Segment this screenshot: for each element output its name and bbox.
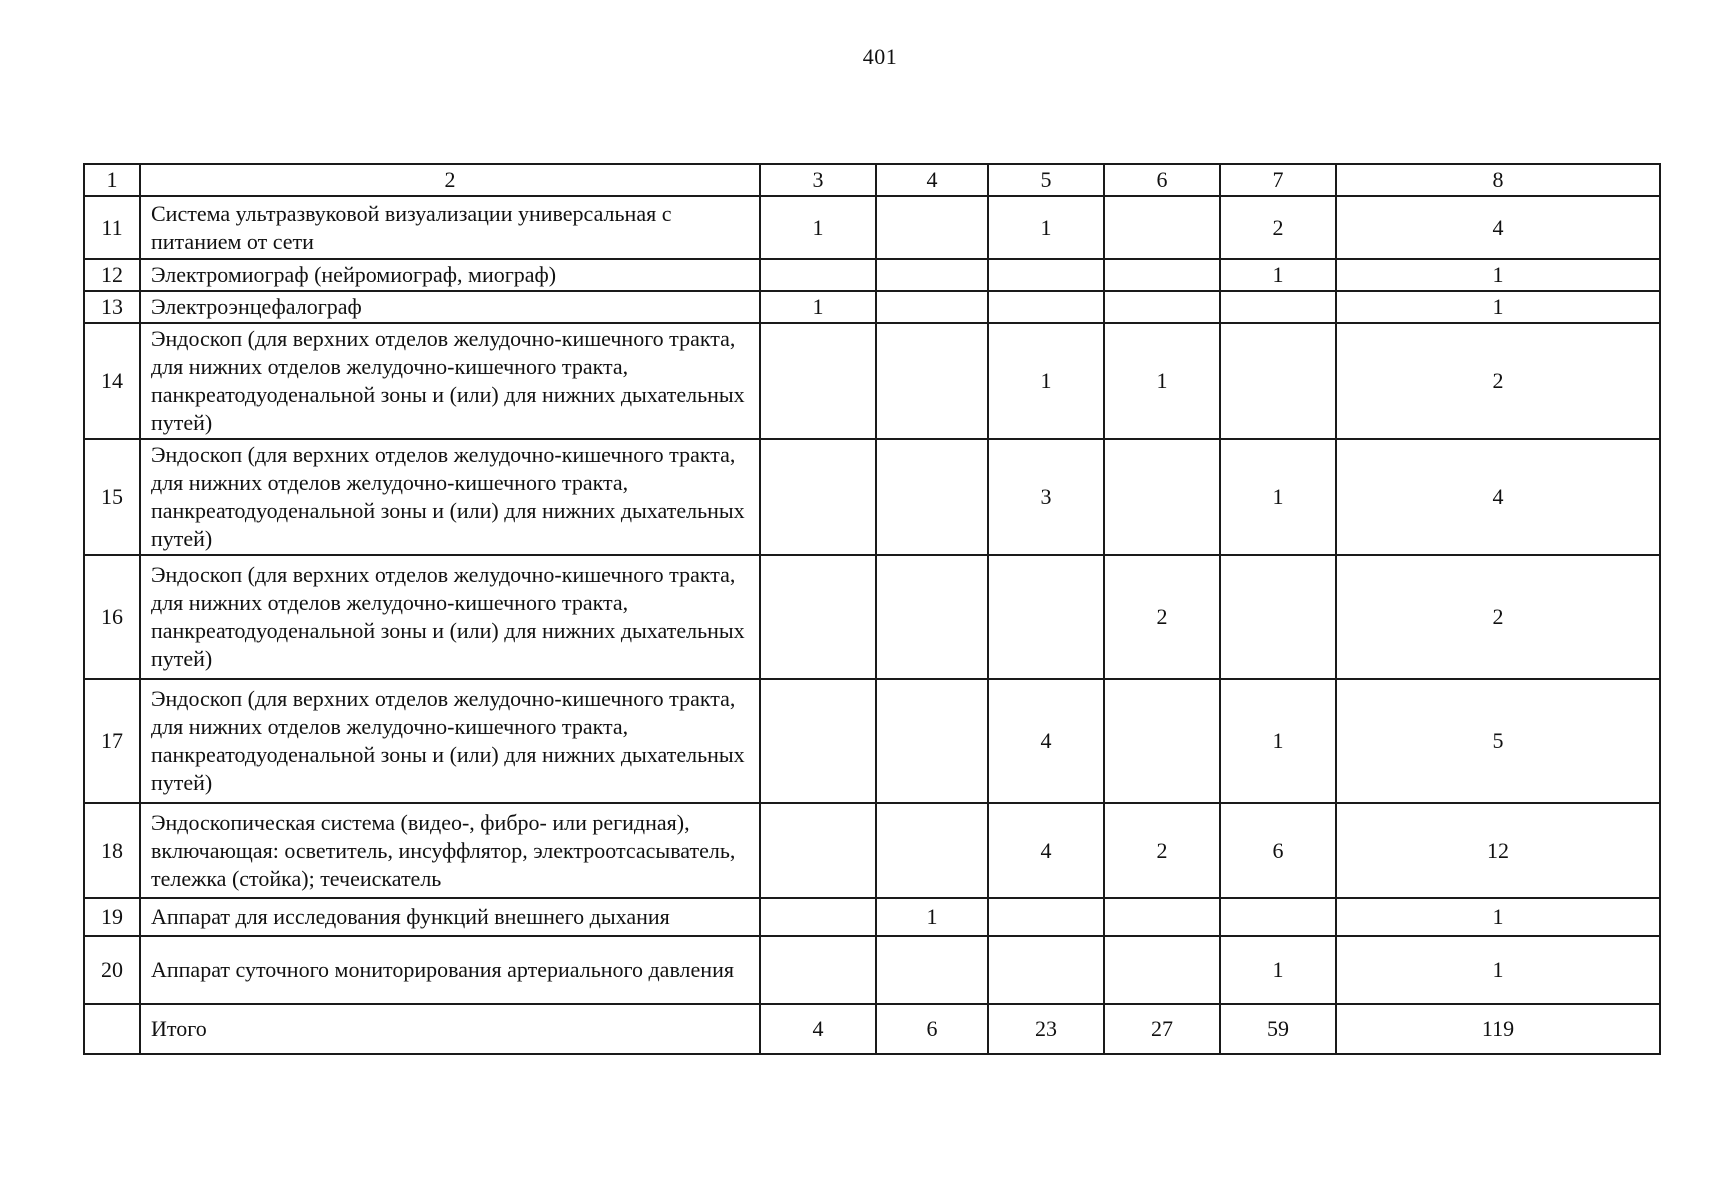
total-label: Итого: [140, 1004, 760, 1054]
cell-col-7: [1220, 323, 1336, 439]
header-col-4: 4: [876, 164, 988, 196]
table-row: [84, 439, 1660, 555]
total-col-6: 27: [1104, 1004, 1220, 1054]
total-col-4: 6: [876, 1004, 988, 1054]
equipment-name: Аппарат для исследования функций внешнего дыхания: [140, 898, 760, 936]
cell-col-4: [876, 555, 988, 679]
equipment-name: Электромиограф (нейромиограф, миограф): [140, 259, 760, 291]
cell-col-6: [1104, 679, 1220, 803]
header-col-6: 6: [1104, 164, 1220, 196]
cell-col-5: 4: [988, 679, 1104, 803]
row-number: 13: [84, 291, 140, 323]
header-col-2: 2: [140, 164, 760, 196]
row-number: 12: [84, 259, 140, 291]
cell-col-6: [1104, 196, 1220, 259]
cell-col-8: 12: [1336, 803, 1660, 898]
table-row: [84, 555, 1660, 679]
cell-col-4: [876, 439, 988, 555]
cell-col-3: [760, 555, 876, 679]
cell-col-7: 1: [1220, 936, 1336, 1004]
cell-col-6: [1104, 898, 1220, 936]
cell-col-6: [1104, 936, 1220, 1004]
equipment-name: Аппарат суточного мониторирования артериального давления: [140, 936, 760, 1004]
cell-col-4: [876, 679, 988, 803]
table-header-row: [84, 164, 1660, 196]
cell-col-7: 1: [1220, 439, 1336, 555]
table-row: [84, 259, 1660, 291]
row-number: 17: [84, 679, 140, 803]
row-number: 19: [84, 898, 140, 936]
cell-col-7: 1: [1220, 679, 1336, 803]
cell-col-3: [760, 679, 876, 803]
row-number: 20: [84, 936, 140, 1004]
equipment-name: Система ультразвуковой визуализации универсальная с питанием от сети: [140, 196, 760, 259]
row-number: 18: [84, 803, 140, 898]
cell-col-3: [760, 323, 876, 439]
table-row: [84, 936, 1660, 1004]
cell-col-4: [876, 259, 988, 291]
cell-col-4: [876, 936, 988, 1004]
total-col-3: 4: [760, 1004, 876, 1054]
cell-col-4: [876, 323, 988, 439]
cell-col-7: 6: [1220, 803, 1336, 898]
table-row: [84, 898, 1660, 936]
cell-col-8: 5: [1336, 679, 1660, 803]
table-row: [84, 196, 1660, 259]
table-body: [84, 164, 1660, 1054]
cell-col-8: 1: [1336, 259, 1660, 291]
cell-col-5: [988, 291, 1104, 323]
cell-col-8: 1: [1336, 936, 1660, 1004]
header-col-8: 8: [1336, 164, 1660, 196]
cell-col-3: [760, 936, 876, 1004]
row-number: 11: [84, 196, 140, 259]
cell-col-5: 1: [988, 196, 1104, 259]
cell-col-3: [760, 898, 876, 936]
cell-col-5: [988, 898, 1104, 936]
row-number: 16: [84, 555, 140, 679]
cell-col-8: 4: [1336, 196, 1660, 259]
cell-col-3: [760, 439, 876, 555]
cell-col-5: 4: [988, 803, 1104, 898]
cell-col-8: 2: [1336, 555, 1660, 679]
equipment-name: Эндоскоп (для верхних отделов желудочно-кишечного тракта, для нижних отделов желудочно-кишечного тракта, панкреатодуоденальной зоны и (или) для нижних дыхательных путей): [140, 555, 760, 679]
total-row-number: [84, 1004, 140, 1054]
cell-col-7: 2: [1220, 196, 1336, 259]
row-number: 15: [84, 439, 140, 555]
cell-col-7: 1: [1220, 259, 1336, 291]
total-col-8: 119: [1336, 1004, 1660, 1054]
header-col-5: 5: [988, 164, 1104, 196]
cell-col-5: 3: [988, 439, 1104, 555]
cell-col-8: 2: [1336, 323, 1660, 439]
equipment-name: Эндоскоп (для верхних отделов желудочно-кишечного тракта, для нижних отделов желудочно-кишечного тракта, панкреатодуоденальной зоны и (или) для нижних дыхательных путей): [140, 679, 760, 803]
equipment-name: Эндоскопическая система (видео-, фибро- или регидная), включающая: осветитель, инсуффлятор, электроотсасыватель, тележка (стойка); течеискатель: [140, 803, 760, 898]
cell-col-7: [1220, 291, 1336, 323]
table-row: [84, 679, 1660, 803]
cell-col-4: 1: [876, 898, 988, 936]
cell-col-8: 1: [1336, 898, 1660, 936]
table-row: [84, 291, 1660, 323]
table-row: [84, 323, 1660, 439]
equipment-table: [83, 163, 1661, 1055]
header-col-1: 1: [84, 164, 140, 196]
equipment-name: Эндоскоп (для верхних отделов желудочно-кишечного тракта, для нижних отделов желудочно-кишечного тракта, панкреатодуоденальной зоны и (или) для нижних дыхательных путей): [140, 439, 760, 555]
header-col-3: 3: [760, 164, 876, 196]
row-number: 14: [84, 323, 140, 439]
cell-col-3: 1: [760, 291, 876, 323]
header-col-7: 7: [1220, 164, 1336, 196]
cell-col-6: [1104, 439, 1220, 555]
equipment-name: Эндоскоп (для верхних отделов желудочно-кишечного тракта, для нижних отделов желудочно-кишечного тракта, панкреатодуоденальной зоны и (или) для нижних дыхательных путей): [140, 323, 760, 439]
cell-col-6: 1: [1104, 323, 1220, 439]
cell-col-4: [876, 196, 988, 259]
equipment-name: Электроэнцефалограф: [140, 291, 760, 323]
cell-col-8: 4: [1336, 439, 1660, 555]
total-row: [84, 1004, 1660, 1054]
cell-col-5: 1: [988, 323, 1104, 439]
total-col-7: 59: [1220, 1004, 1336, 1054]
cell-col-5: [988, 555, 1104, 679]
page-number: 401: [862, 44, 898, 69]
cell-col-5: [988, 259, 1104, 291]
total-col-5: 23: [988, 1004, 1104, 1054]
cell-col-3: 1: [760, 196, 876, 259]
cell-col-6: [1104, 291, 1220, 323]
cell-col-3: [760, 259, 876, 291]
cell-col-8: 1: [1336, 291, 1660, 323]
cell-col-3: [760, 803, 876, 898]
cell-col-6: 2: [1104, 555, 1220, 679]
cell-col-7: [1220, 898, 1336, 936]
cell-col-6: [1104, 259, 1220, 291]
cell-col-4: [876, 803, 988, 898]
cell-col-6: 2: [1104, 803, 1220, 898]
cell-col-4: [876, 291, 988, 323]
table-row: [84, 803, 1660, 898]
cell-col-7: [1220, 555, 1336, 679]
cell-col-5: [988, 936, 1104, 1004]
